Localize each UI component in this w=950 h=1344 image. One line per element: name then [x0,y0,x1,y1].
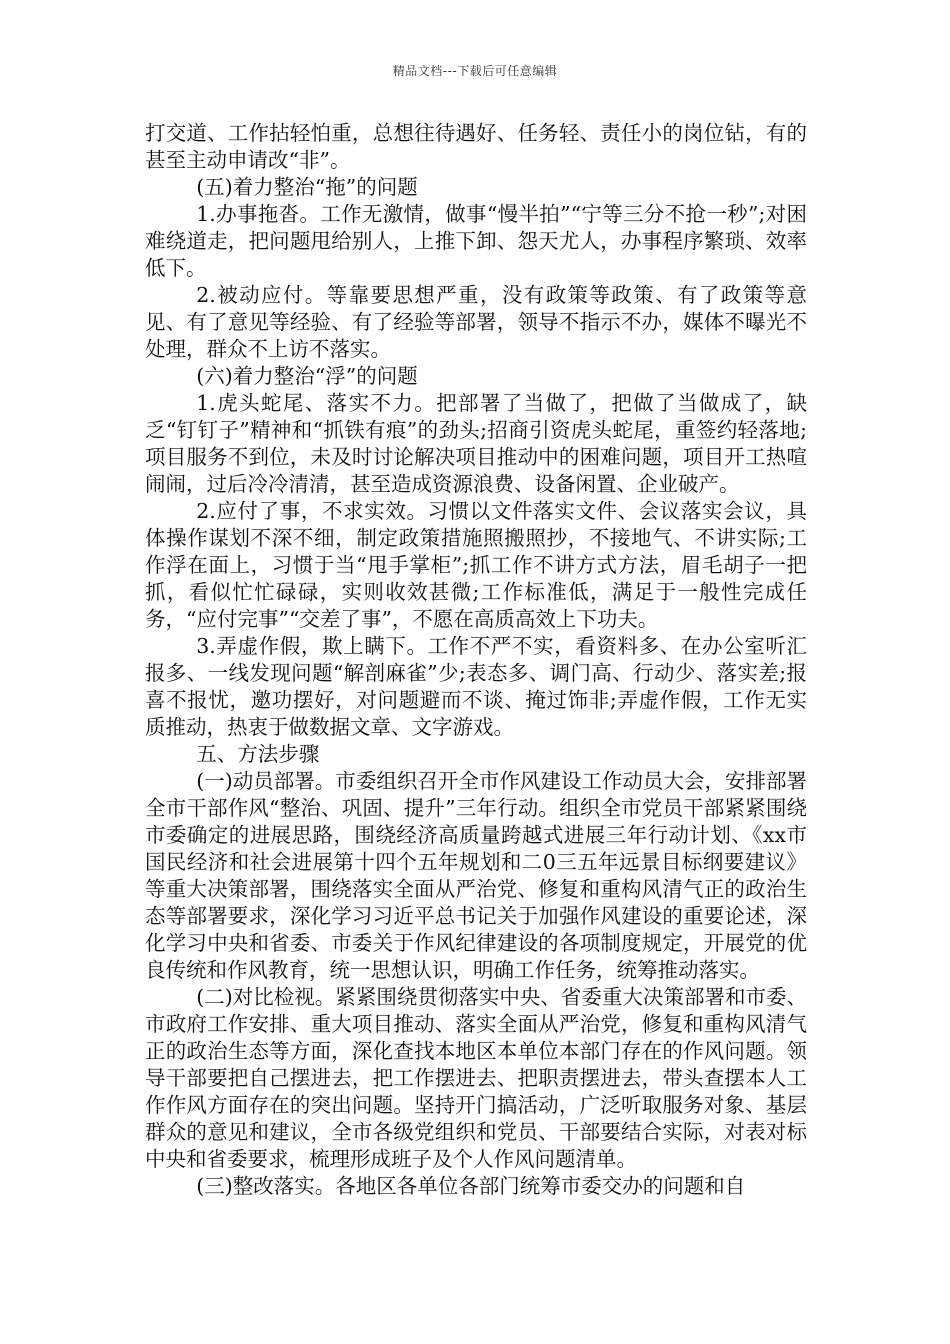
paragraph: (三)整改落实。各地区各单位各部门统筹市委交办的问题和自 [196,1174,746,1198]
section-heading: (五)着力整治“拖”的问题 [196,175,418,199]
paragraph: 打交道、工作拈轻怕重，总想往待遇好、任务轻、责任小的岗位钻，有的甚至主动申请改“非”。 [145,121,807,172]
paragraph: (二)对比检视。紧紧围绕贯彻落实中央、省委重大决策部署和市委、市政府工作安排、重大项目推动、落实全面从严治党，修复和重构风清气正的政治生态等方面，深化查找本地区本单位本部门存在的作风问题。领导干部要把自己摆进去，把工作摆进去、把职责摆进去，带头查摆本人工作作风方面存在的突出问题。坚持开门搞活动，广泛听取服务对象、基层群众的意见和建议，全市各级党组织和党员、干部要结合实际，对表对标中央和省委要求，梳理形成班子及个人作风问题清单。 [145,985,807,1171]
section-heading: 五、方法步骤 [196,742,320,766]
paragraph: 1.虎头蛇尾、落实不力。把部署了当做了，把做了当做成了，缺乏“钉钉子”精神和“抓铁有痕”的劲头;招商引资虎头蛇尾，重签约轻落地;项目服务不到位，未及时讨论解决项目推动中的困难问题，项目开工热喧闹闹，过后冷冷清清，甚至造成资源浪费、设备闲置、企业破产。 [145,391,807,496]
paragraph: 3.弄虚作假，欺上瞒下。工作不严不实，看资料多、在办公室听汇报多、一线发现问题“解剖麻雀”少;表态多、调门高、行动少、落实差;报喜不报忧，邀功摆好，对问题避而不谈、掩过饰非;弄虚作假，工作无实质推动，热衷于做数据文章、文字游戏。 [145,634,807,739]
document-body [145,120,807,1200]
paragraph: 2.被动应付。等靠要思想严重，没有政策等政策、有了政策等意见、有了意见等经验、有了经验等部署，领导不指示不办，媒体不曝光不处理，群众不上访不落实。 [145,283,807,361]
paragraph: 2.应付了事，不求实效。习惯以文件落实文件、会议落实会议，具体操作谋划不深不细，制定政策措施照搬照抄，不接地气、不讲实际;工作浮在面上，习惯于当“甩手掌柜”;抓工作不讲方式方法，眉毛胡子一把抓，看似忙忙碌碌，实则收效甚微;工作标准低，满足于一般性完成任务，“应付完事”“交差了事”，不愿在高质高效上下功夫。 [145,499,807,631]
paragraph: (一)动员部署。市委组织召开全市作风建设工作动员大会，安排部署全市干部作风“整治、巩固、提升”三年行动。组织全市党员干部紧紧围绕市委确定的进展思路，围绕经济高质量跨越式进展三年行动计划、《xx市国民经济和社会进展第十四个五年规划和二0三五年远景目标纲要建议》等重大决策部署，围绕落实全面从严治党、修复和重构风清气正的政治生态等部署要求，深化学习习近平总书记关于加强作风建设的重要论述，深化学习中央和省委、市委关于作风纪律建设的各项制度规定，开展党的优良传统和作风教育，统一思想认识，明确工作任务，统筹推动落实。 [145,769,807,982]
page-header: 精品文档---下载后可任意编辑 [392,64,558,78]
section-heading: (六)着力整治“浮”的问题 [196,364,418,388]
paragraph: 1.办事拖沓。工作无激情，做事“慢半拍”“宁等三分不抢一秒”;对困难绕道走，把问题甩给别人，上推下卸、怨天尤人，办事程序繁琐、效率低下。 [145,202,807,280]
